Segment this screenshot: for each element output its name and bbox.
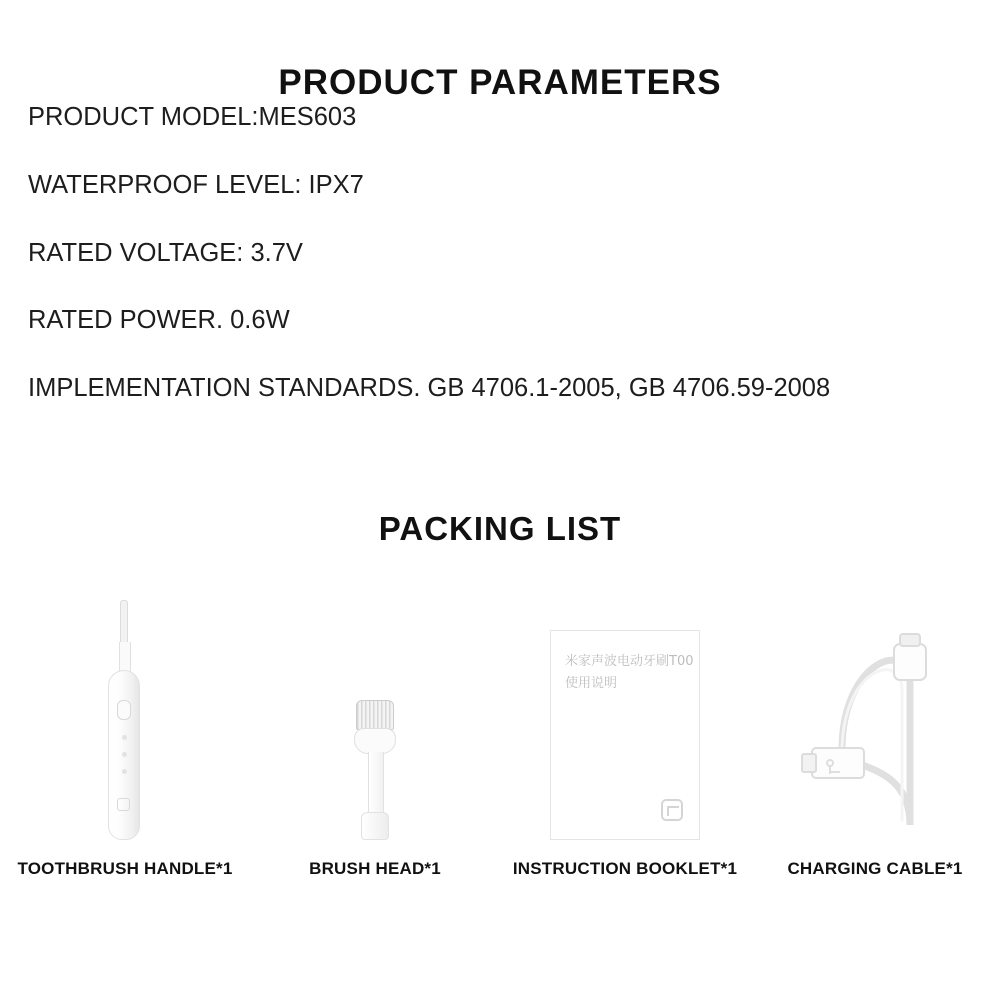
mijia-logo-icon [117, 798, 130, 811]
packing-item-label: INSTRUCTION BOOKLET*1 [512, 859, 738, 878]
product-parameters-title: PRODUCT PARAMETERS [278, 63, 722, 103]
mijia-logo-icon [661, 799, 683, 821]
brush-head-plate [354, 728, 396, 754]
power-button-icon [117, 700, 131, 720]
packing-item-brush-head [260, 600, 490, 879]
packing-item-label: CHARGING CABLE*1 [787, 859, 963, 878]
toothbrush-handle-illustration [102, 600, 148, 840]
packing-list-items [0, 600, 1000, 879]
brush-head-illustration [348, 600, 402, 840]
mode-indicator-dot [122, 735, 127, 740]
brush-head-base [361, 812, 389, 840]
spec-item-implementation-standards: IMPLEMENTATION STANDARDS. GB 4706.1-2005, GB 4706.59-2008 [28, 374, 831, 403]
brush-head-neck [368, 752, 384, 816]
spec-item-waterproof-level: WATERPROOF LEVEL: IPX7 [28, 170, 364, 199]
charging-cable-illustration [790, 600, 960, 840]
bristles-icon [120, 600, 128, 644]
packing-item-instruction-booklet [510, 600, 740, 879]
mode-indicator-dot [122, 769, 127, 774]
spec-item-rated-power: RATED POWER. 0.6W [28, 306, 290, 335]
booklet-cover-line-1: 米家声波电动牙刷T00 [565, 654, 694, 669]
spec-item-rated-voltage: RATED VOLTAGE: 3.7V [28, 238, 303, 267]
booklet-cover-line-2: 使用说明 [565, 676, 618, 692]
product-parameters-list [28, 104, 978, 443]
bristles-icon [356, 700, 394, 730]
packing-item-label: TOOTHBRUSH HANDLE*1 [17, 859, 233, 878]
packing-item-toothbrush-handle [10, 600, 240, 879]
instruction-booklet-illustration [550, 600, 700, 840]
packing-list-title: PACKING LIST [378, 510, 622, 548]
booklet-cover-text [565, 651, 693, 695]
mode-indicator-dot [122, 752, 127, 757]
charging-cable-icon [790, 620, 960, 840]
spec-item-product-model: PRODUCT MODEL:MES603 [28, 103, 357, 131]
packing-item-charging-cable [760, 600, 990, 879]
packing-item-label: BRUSH HEAD*1 [309, 859, 441, 878]
